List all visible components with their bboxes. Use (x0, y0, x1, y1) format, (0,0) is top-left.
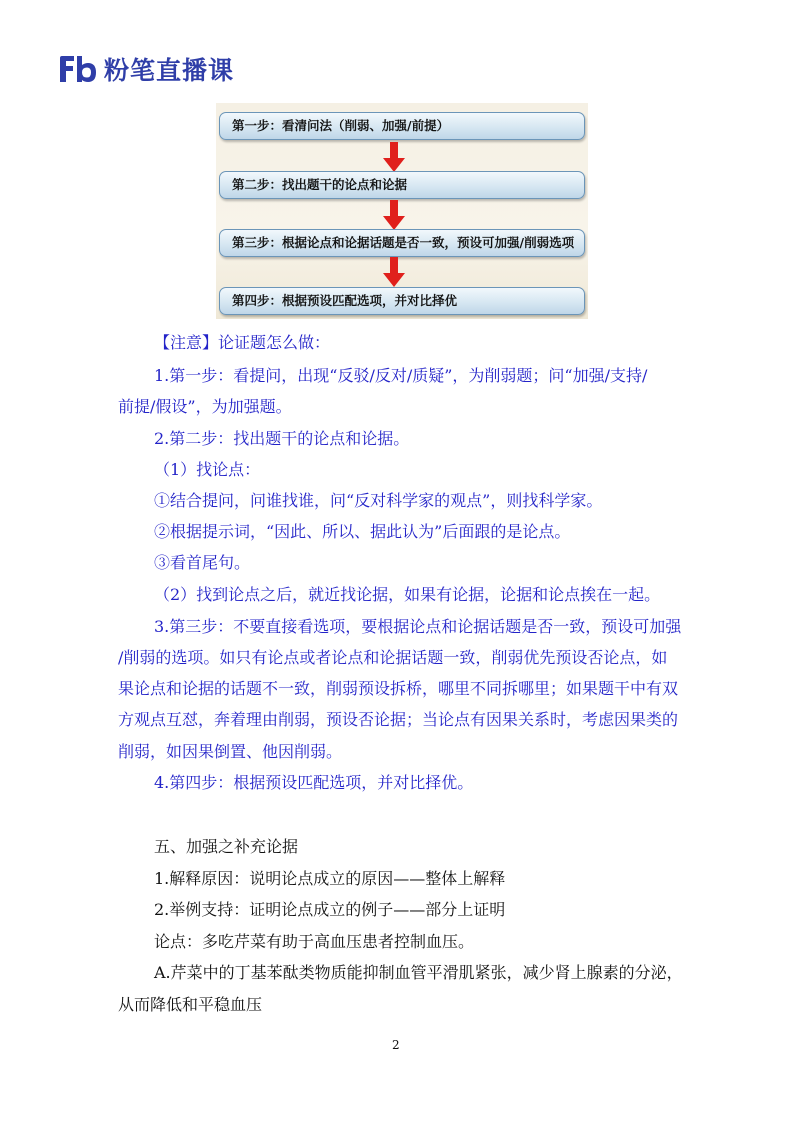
note-line: 方观点互怼，奔着理由削弱，预设否论据；当论点有因果关系时，考虑因果类的 (118, 710, 679, 729)
note-line: ①结合提问，问谁找谁，问“反对科学家的观点”，则找科学家。 (154, 491, 603, 510)
down-arrow-icon (383, 200, 405, 230)
notes-heading: 【注意】论证题怎么做： (154, 333, 331, 352)
note-line: 3.第三步：不要直接看选项，要根据论点和论据话题是否一致，预设可加强 (154, 617, 682, 636)
note-line: （2）找到论点之后，就近找论据，如果有论据，论据和论点挨在一起。 (154, 585, 661, 604)
flow-step-1: 第一步：看清问法（削弱、加强/前提） (219, 112, 585, 140)
note-line: 前提/假设”，为加强题。 (118, 397, 292, 416)
steps-flowchart (216, 103, 588, 319)
section-line: 1.解释原因：说明论点成立的原因——整体上解释 (154, 869, 506, 888)
flow-step-3: 第三步：根据论点和论据话题是否一致，预设可加强/削弱选项 (219, 229, 585, 257)
section-title: 五、加强之补充论据 (154, 837, 299, 856)
flow-step-2: 第二步：找出题干的论点和论据 (219, 171, 585, 199)
note-line: （1）找论点： (154, 460, 261, 479)
section-line: 2.举例支持：证明论点成立的例子——部分上证明 (154, 900, 506, 919)
section-line: 从而降低和平稳血压 (118, 995, 263, 1014)
flow-step-4: 第四步：根据预设匹配选项，并对比择优 (219, 287, 585, 315)
note-line: 果论点和论据的话题不一致，削弱预设拆桥，哪里不同拆哪里；如果题干中有双 (118, 679, 679, 698)
down-arrow-icon (383, 142, 405, 172)
down-arrow-icon (383, 257, 405, 287)
brand-logo (58, 52, 234, 86)
note-line: 4.第四步：根据预设匹配选项，并对比择优。 (154, 773, 474, 792)
brand-name: 粉笔直播课 (104, 56, 235, 85)
note-line: 1.第一步：看提问，出现“反驳/反对/质疑”，为削弱题；问“加强/支持/ (154, 366, 648, 385)
note-line: ②根据提示词，“因此、所以、据此认为”后面跟的是论点。 (154, 522, 571, 541)
section-line: 论点：多吃芹菜有助于高血压患者控制血压。 (154, 932, 475, 951)
note-line: 削弱，如因果倒置、他因削弱。 (118, 742, 343, 761)
note-line: 2.第二步：找出题干的论点和论据。 (154, 429, 410, 448)
note-line: ③看首尾句。 (154, 553, 251, 572)
page-number: 2 (392, 1038, 400, 1052)
section-line: A.芹菜中的丁基苯酞类物质能抑制血管平滑肌紧张，减少肾上腺素的分泌， (154, 963, 683, 982)
fb-logo-icon (58, 54, 98, 84)
note-line: /削弱的选项。如只有论点或者论点和论据话题一致，削弱优先预设否论点，如 (118, 648, 668, 667)
